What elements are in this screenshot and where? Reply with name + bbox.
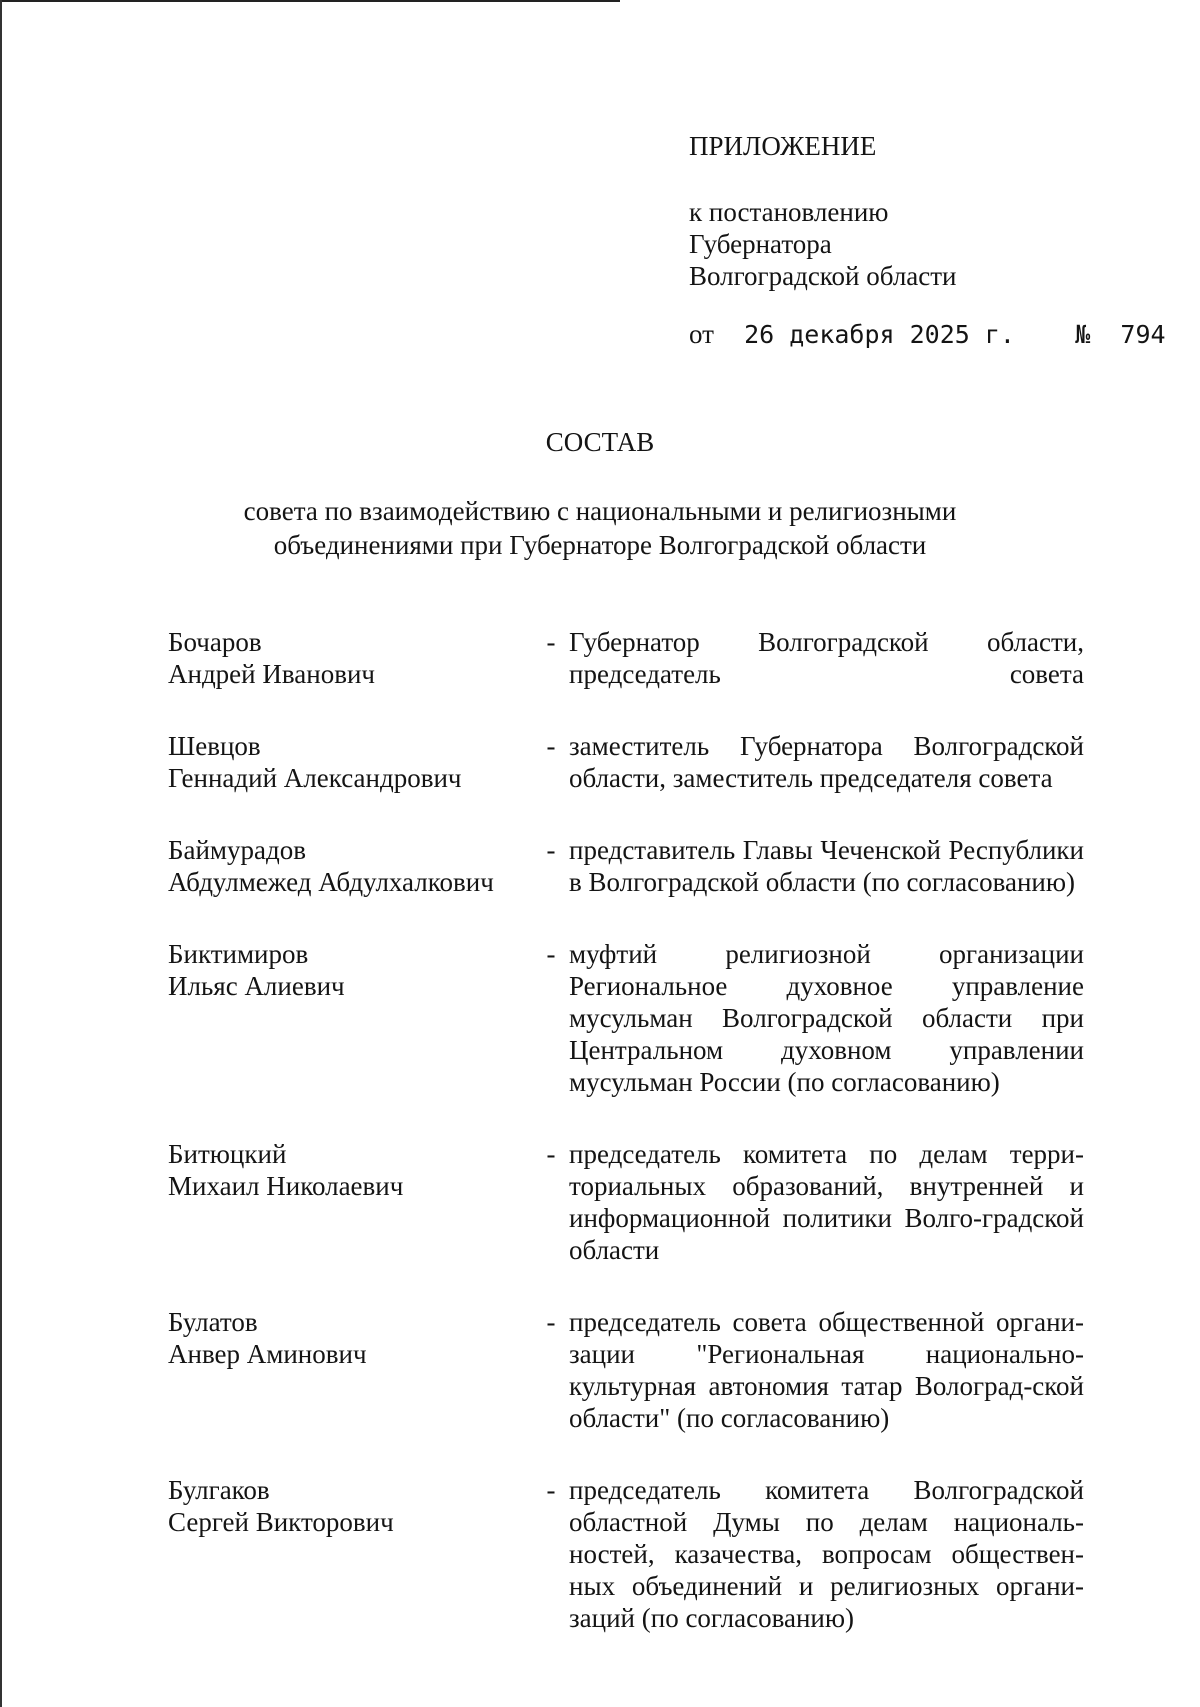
member-dash: - xyxy=(546,1307,556,1337)
appendix-block xyxy=(689,130,1166,351)
member-given-names: Анвер Аминович xyxy=(168,1339,367,1369)
document-date: 26 декабря 2025 г. xyxy=(744,320,1015,349)
member-surname: Бочаров xyxy=(168,627,262,657)
member-given-names: Ильяс Алиевич xyxy=(168,971,345,1001)
member-dash: - xyxy=(546,1139,556,1169)
subtitle-line-1: совета по взаимодействию с национальными и религиозными xyxy=(243,496,957,526)
members-list xyxy=(168,626,1088,1674)
member-given-names: Сергей Викторович xyxy=(168,1507,394,1537)
member-surname: Биктимиров xyxy=(168,939,309,969)
member-given-names: Геннадий Александрович xyxy=(168,763,462,793)
scan-edge-top xyxy=(0,0,620,2)
member-given-names: Михаил Николаевич xyxy=(168,1171,404,1201)
member-row xyxy=(168,938,1088,1098)
member-role: председатель совета общественной органи-зации "Региональная национально-культурная автономия татар Волоград-ской области" (по согласованию) xyxy=(569,1307,1084,1433)
member-role: председатель комитета Волгоградской областной Думы по делам националь-ностей, казачества, вопросам обществен-ных объединений и религиозных органи-заций (по согласованию) xyxy=(569,1475,1084,1633)
member-name xyxy=(168,834,533,898)
number-sign: № xyxy=(1075,320,1091,349)
member-role: председатель комитета по делам терри-ториальных образований, внутренней и информационной политики Волго-градской области xyxy=(569,1139,1084,1265)
member-dash: - xyxy=(546,731,556,761)
member-row xyxy=(168,626,1088,690)
member-row xyxy=(168,834,1088,898)
appendix-date-line xyxy=(689,318,1166,351)
member-given-names: Андрей Иванович xyxy=(168,659,375,689)
member-name xyxy=(168,626,533,690)
member-surname: Баймурадов xyxy=(168,835,306,865)
member-dash: - xyxy=(546,627,556,657)
member-name xyxy=(168,730,533,794)
member-given-names: Абдулмежед Абдулхалкович xyxy=(168,867,494,897)
member-dash: - xyxy=(546,939,556,969)
member-row xyxy=(168,1306,1088,1434)
member-name xyxy=(168,1306,533,1434)
member-surname: Шевцов xyxy=(168,731,261,761)
appendix-line-2: Губернатора xyxy=(689,229,832,259)
appendix-title: ПРИЛОЖЕНИЕ xyxy=(689,131,877,161)
member-role: Губернатор Волгоградской области, председатель совета xyxy=(569,627,1084,689)
member-name xyxy=(168,1474,533,1634)
date-prefix: от xyxy=(689,319,714,349)
scan-edge-left xyxy=(0,0,2,1707)
member-surname: Булатов xyxy=(168,1307,258,1337)
member-role: муфтий религиозной организации Региональное духовное управление мусульман Волгоградской области при Центральном духовном управлении мусульман России (по согласованию) xyxy=(569,939,1084,1097)
member-name xyxy=(168,1138,533,1266)
member-surname: Булгаков xyxy=(168,1475,270,1505)
member-dash: - xyxy=(546,835,556,865)
appendix-line-1: к постановлению xyxy=(689,197,889,227)
member-name xyxy=(168,938,533,1098)
member-row xyxy=(168,1138,1088,1266)
subtitle-line-2: объединениями при Губернаторе Волгоградской области xyxy=(273,530,927,560)
member-row xyxy=(168,730,1088,794)
composition-title: СОСТАВ xyxy=(545,427,655,457)
document-number: 794 xyxy=(1120,320,1166,349)
member-row xyxy=(168,1474,1088,1634)
member-role: заместитель Губернатора Волгоградской области, заместитель председателя совета xyxy=(569,731,1084,793)
member-role: представитель Главы Чеченской Республики в Волгоградской области (по согласованию) xyxy=(569,835,1084,897)
composition-subtitle xyxy=(0,494,1200,562)
member-surname: Битюцкий xyxy=(168,1139,287,1169)
appendix-line-3: Волгоградской области xyxy=(689,261,957,291)
member-dash: - xyxy=(546,1475,556,1505)
